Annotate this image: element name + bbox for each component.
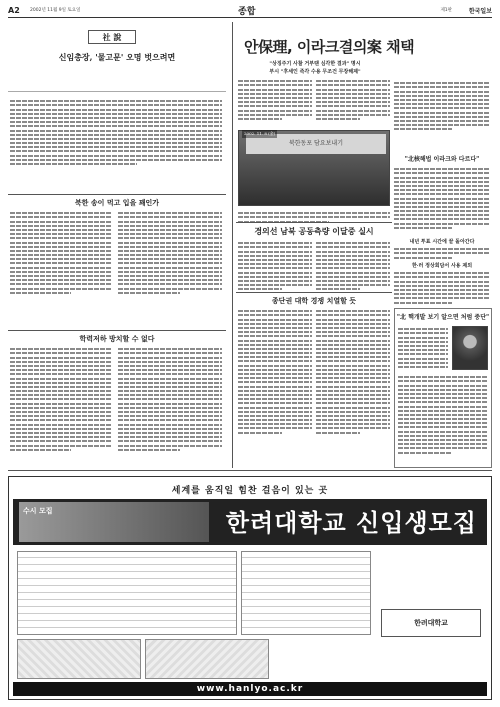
brief-headline-1: 내년 투표 시간에 끝 돌아간다 [409,239,475,245]
ad-admission-table [17,551,237,635]
brief-body-2 [394,270,490,306]
ad-title: 한려대학교 신입생모집 [225,509,477,537]
lead-body-3 [394,80,490,132]
editorial-body-3b [118,346,222,453]
lead-headline: 안保理, 이라크결의案 채택 [244,38,415,56]
column-headline: "北 핵개발 보기 알으면 처럼 중단" [396,314,490,321]
editorial-body-3a [10,346,112,453]
newspaper-logo: 한국일보 [468,8,492,15]
editorial-body-2b [118,210,222,296]
editorial-body-1 [10,98,222,167]
brief-body-1 [394,246,490,261]
column-body-1 [398,326,448,370]
editorial-headline-1: 신임총장, '물고문' 오명 벗으려면 [58,52,176,62]
ad-university-seal: 한려대학교 [381,609,481,637]
photo-banner: 북한동포 담요보내기 [246,134,386,154]
editorial-label: 社 說 [88,30,136,44]
ad-info-box-2 [145,639,269,679]
ad-tagline: 세계를 움직일 힘찬 걸음이 있는 곳 [171,486,329,496]
lower-headline: 종단권 대학 경쟁 치열할 듯 [271,296,357,305]
lead-subhead-2: 부시 "후세인 즉각 수용 무조건 무장해제" [269,69,361,75]
page-number: A2 [8,6,20,15]
section-title: 종합 [238,7,256,17]
ad-schedule-table [241,551,371,635]
ad-title-bar [13,499,487,545]
mid-body-1 [238,240,312,292]
ad-info-box-1 [17,639,141,679]
editorial-headline-3: 학력저하 방치할 수 없다 [79,334,155,343]
column-body-2 [398,374,488,456]
lower-body-2 [316,308,390,436]
photo-date: 2002. 11. 8 (金) [244,131,276,136]
editorial-headline-2: 북한 송이 먹고 입을 꽤인가 [74,198,160,207]
ad-url[interactable]: www.hanlyo.ac.kr [13,682,487,696]
lead-body-2 [316,78,390,122]
lead-subhead: "상징주기 사찰 거부땐 심각한 결과" 명시 [269,61,361,67]
edition-label: 제1판 [440,8,452,13]
page-header [8,4,492,18]
sidebar-body [394,166,490,231]
university-ad [8,476,492,700]
mid-headline: 경의선 남북 공동측량 이달중 실시 [254,226,374,236]
ad-recruit-label: 수시 모집 [19,502,209,542]
brief-headline-2: 한·러 정상회담서 사용 제외 [411,263,473,269]
sidebar-headline: "北核해법 이라크와 다르다" [404,156,480,163]
lower-body-1 [238,308,312,436]
columnist-photo [452,326,488,370]
lead-body-1 [238,78,312,122]
mid-body-2 [316,240,390,292]
issue-date: 2002년 11월 9일 토요일 [30,8,81,13]
editorial-body-2a [10,210,112,296]
photo-caption-text [238,210,390,225]
